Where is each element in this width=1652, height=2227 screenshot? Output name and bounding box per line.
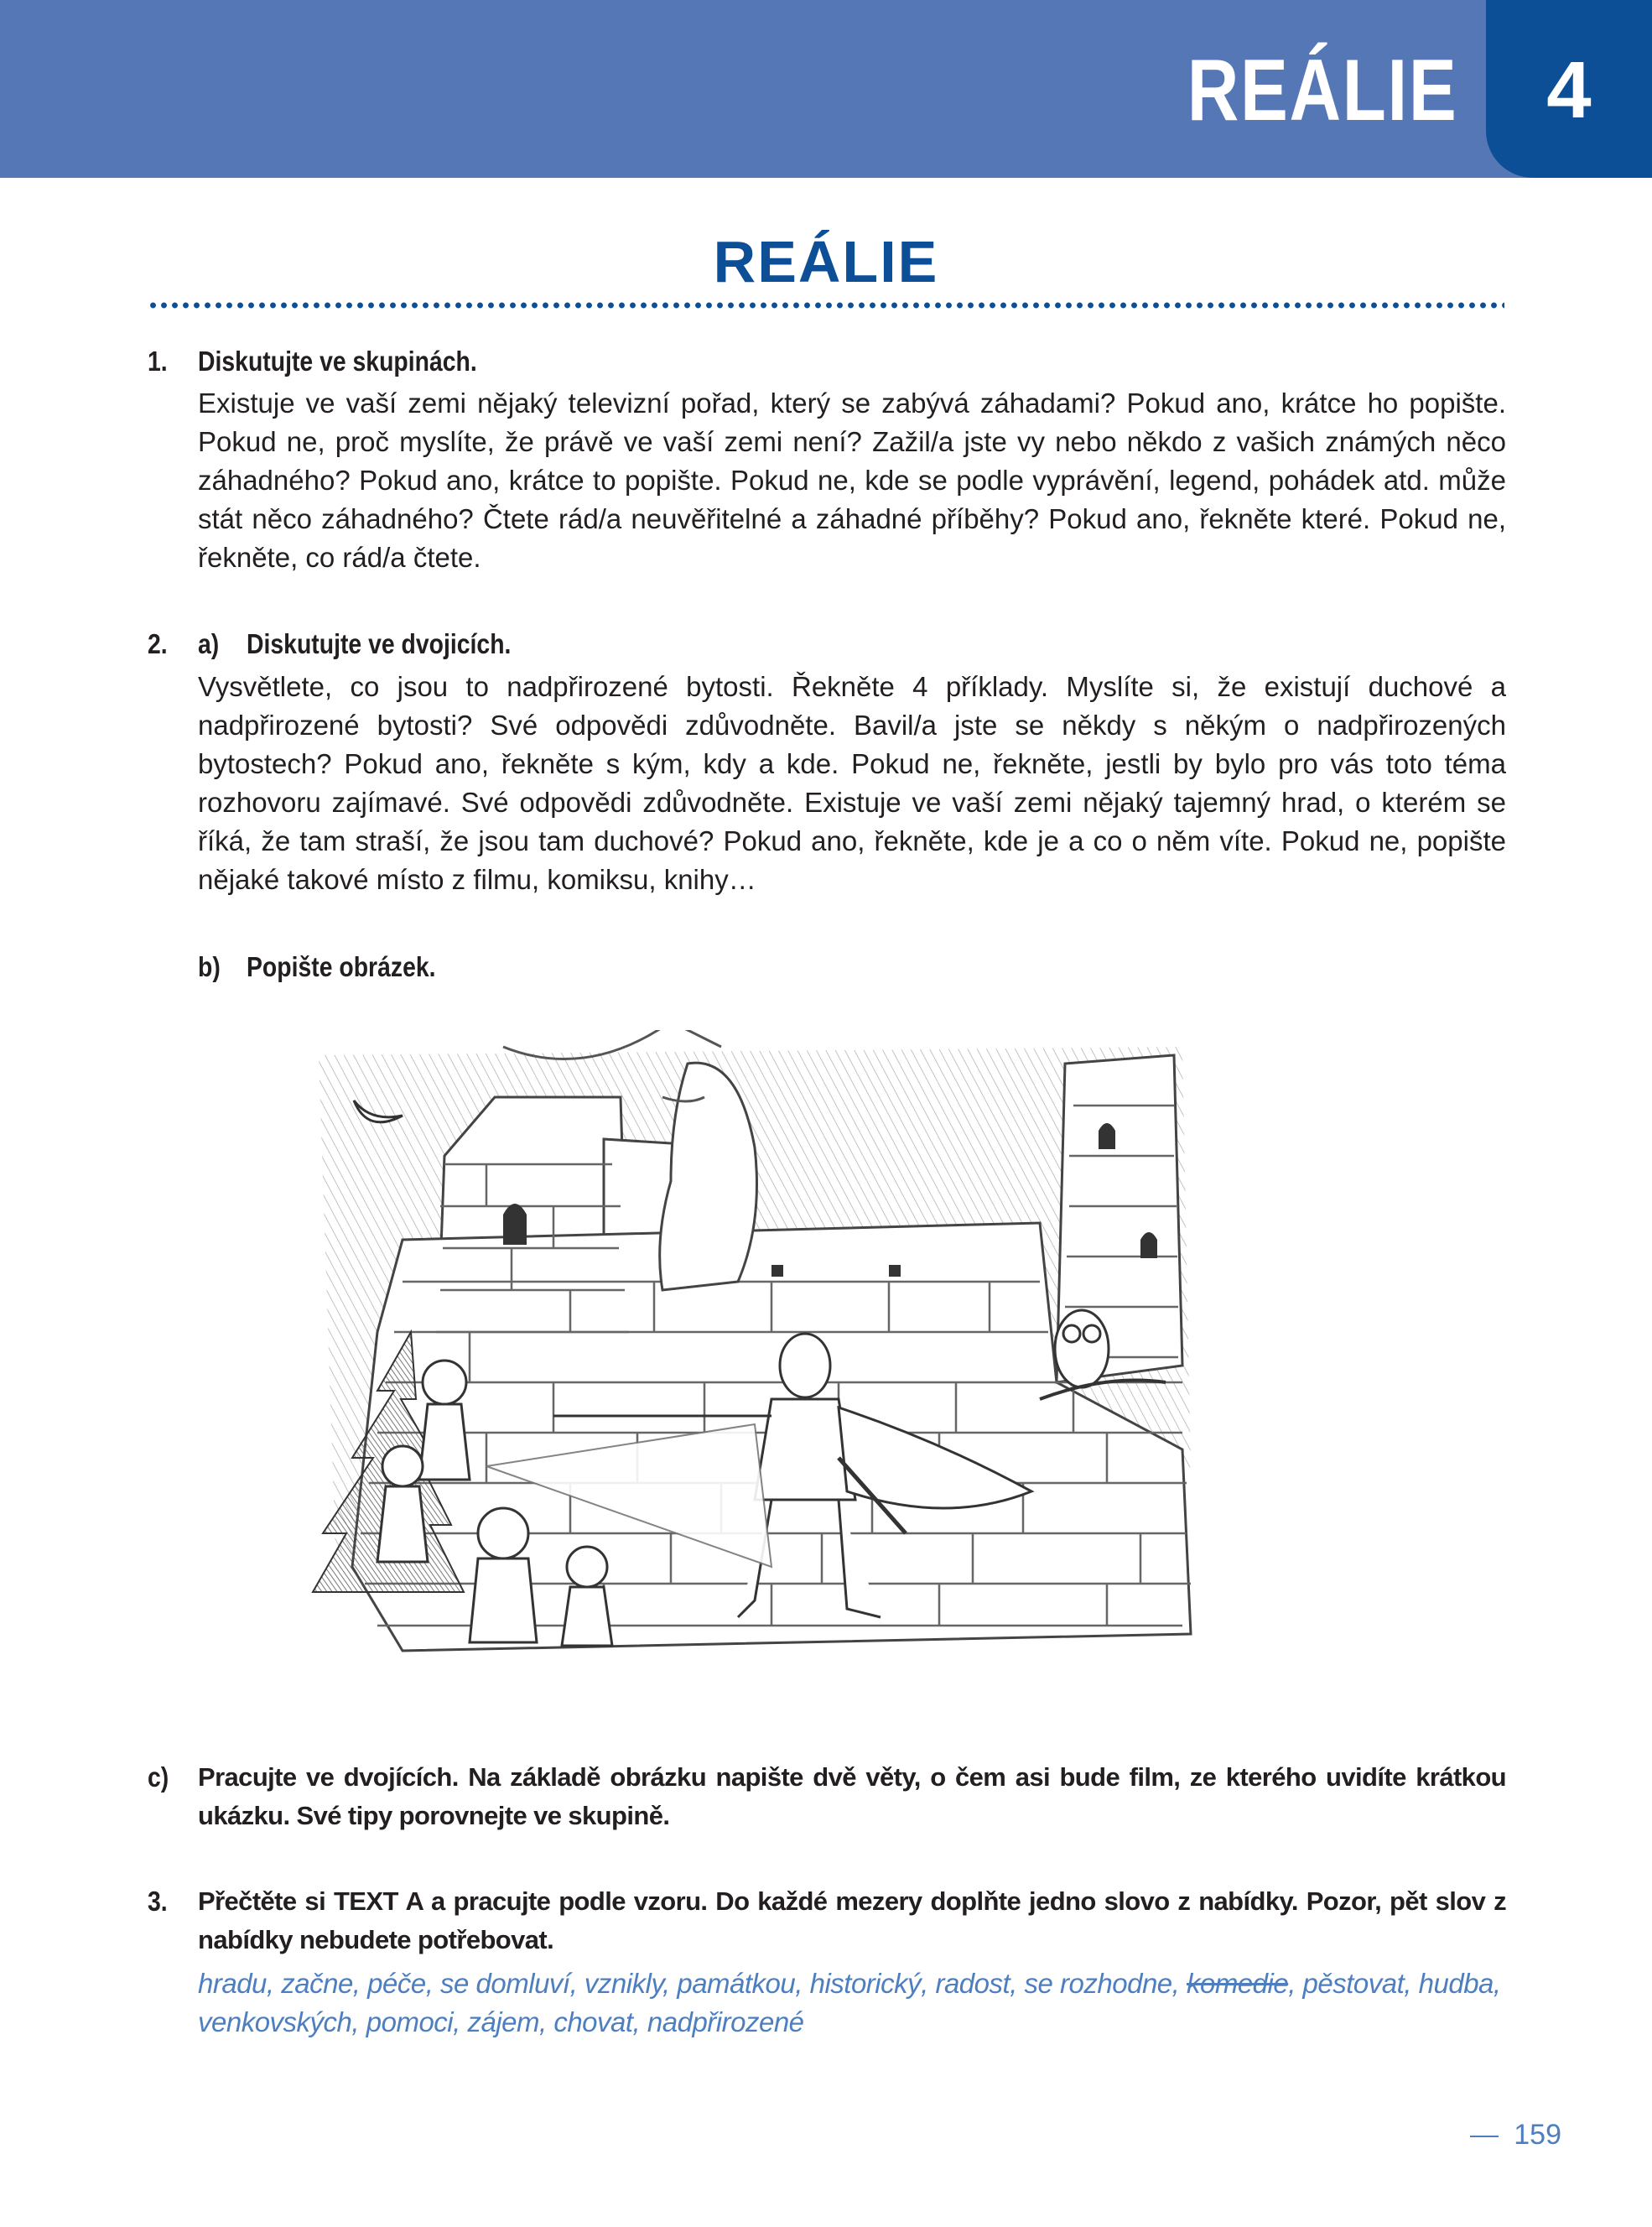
exercise-1-heading: Diskutujte ve skupinách. [198,346,477,377]
word-bank-struck-example: komedie [1186,1968,1289,1999]
exercise-2c-text: Pracujte ve dvojících. Na základě obrázku napište dvě věty, o čem asi bude film, ze kterého uvidíte krátkou ukázku. Své tipy porovnejte ve skupině. [198,1762,1506,1830]
exercise-2a-label: a) [198,628,220,659]
page-footer [1470,2114,1561,2156]
word-bank-part-2: , pěstovat, hudba, venkovských, pomoci, zájem, chovat, nadpřirozené [198,1968,1501,2037]
exercise-3-text: Přečtěte si TEXT A a pracujte podle vzoru. Do každé mezery doplňte jedno slovo z nabídky. Pozor, pět slov z nabídky nebudete potřebovat. [198,1886,1506,1954]
castle-ghost-knight-illustration [302,1030,1224,1709]
page-number: 159 [1514,2119,1561,2151]
dotted-divider [148,302,1504,309]
chapter-tab [1486,0,1652,178]
exercise-1-text: Existuje ve vaší zemi nějaký televizní pořad, který se zabývá záhadami? Pokud ano, krátce ho popište. Pokud ne, proč myslíte, že právě ve vaší zemi není? Zažil/a jste vy nebo někdo z vašich známých něco záhadného? Pokud ano, krátce to popište. Pokud ne, kde se podle vyprávění, legend, pohádek atd. může stát něco záhadného? Čtete rád/a neuvěřitelné a záhadné příběhy? Pokud ano, řekněte které. Pokud ne, řekněte, co rád/a čtete. [198,388,1506,573]
exercise-2c-label: c) [148,1761,169,1793]
exercise-2-number: 2. [148,628,168,659]
exercise-2b-label: b) [198,951,221,982]
exercise-3-number: 3. [148,1886,168,1917]
word-bank [198,1964,1514,2042]
footer-dash [1470,2136,1499,2137]
word-bank-part-1: hradu, začne, péče, se domluví, vznikly, památkou, historický, radost, se rozhodne, [198,1968,1187,1999]
exercise-2a-heading: Diskutujte ve dvojicích. [247,628,512,659]
chapter-number: 4 [1546,45,1592,135]
exercise-2a-text: Vysvětlete, co jsou to nadpřirozené bytosti. Řekněte 4 příklady. Myslíte si, že existují duchové a nadpřirozené bytosti? Své odpovědi zdůvodněte. Bavil/a jste se někdy s někým o nadpřirozených bytostech? Pokud ano, řekněte s kým, kdy a kde. Pokud ne, řekněte, jestli by bylo pro vás toto téma rozhovoru zajímavé. Své odpovědi zdůvodněte. Existuje ve vaší zemi nějaký tajemný hrad, o kterém se říká, že tam straší, že jsou tam duchové? Pokud ano, řekněte, kde je a co o něm víte. Pokud ne, popište nějaké takové místo z filmu, komiksu, knihy… [198,671,1506,895]
exercise-2b-heading: Popište obrázek. [247,951,436,982]
page-title: REÁLIE [713,229,939,294]
exercise-1-number: 1. [148,346,168,377]
section-title: REÁLIE [1187,42,1457,139]
